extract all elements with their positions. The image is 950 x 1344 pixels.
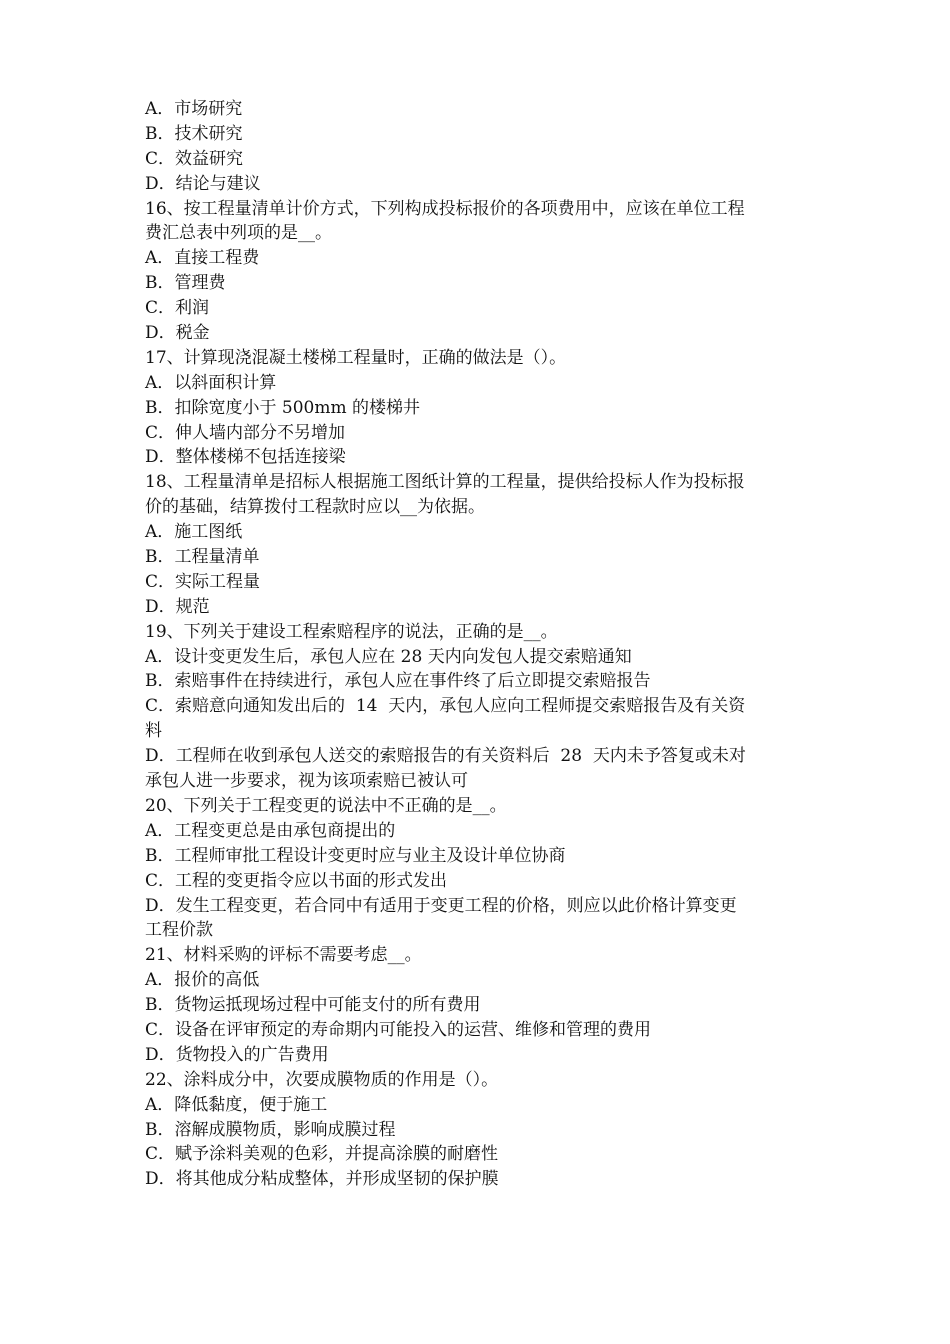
text-line: A．以斜面积计算	[145, 372, 277, 393]
text-line: A．直接工程费	[145, 248, 260, 269]
text-line: D．将其他成分粘成整体，并形成坚韧的保护膜	[145, 1169, 499, 1190]
text-line: 22、涂料成分中，次要成膜物质的作用是（）。	[145, 1069, 499, 1090]
text-line: C．设备在评审预定的寿命期内可能投入的运营、维修和管理的费用	[145, 1019, 652, 1040]
text-line: B．索赔事件在持续进行，承包人应在事件终了后立即提交索赔报告	[145, 671, 651, 692]
text-line: C．效益研究	[145, 148, 244, 169]
text-line: B．管理费	[145, 273, 226, 294]
text-line: 承包人进一步要求，视为该项索赔已被认可	[145, 771, 468, 792]
text-line: 20、下列关于工程变更的说法中不正确的是__。	[145, 795, 507, 816]
text-line: C．伸人墙内部分不另增加	[145, 422, 346, 443]
text-line: 费汇总表中列项的是__。	[145, 223, 332, 244]
text-line: C．实际工程量	[145, 571, 261, 592]
text-line: D．发生工程变更，若合同中有适用于变更工程的价格，则应以此价格计算变更	[145, 895, 737, 916]
text-line: A．降低黏度，便于施工	[145, 1094, 328, 1115]
text-line: 价的基础，结算拨付工程款时应以__为依据。	[145, 497, 485, 518]
text-line: C．赋予涂料美观的色彩，并提高涂膜的耐磨性	[145, 1144, 499, 1165]
text-line: D．税金	[145, 323, 210, 344]
document-body	[145, 97, 810, 1192]
text-line: B．工程量清单	[145, 547, 260, 568]
text-line: 工程价款	[145, 920, 213, 941]
text-line: A．市场研究	[145, 99, 243, 119]
text-line: B．货物运抵现场过程中可能支付的所有费用	[145, 995, 481, 1016]
text-line: B．技术研究	[145, 123, 243, 144]
text-line: D．规范	[145, 596, 210, 617]
text-line: A．设计变更发生后，承包人应在 28 天内向发包人提交索赔通知	[145, 646, 632, 667]
text-line: C．工程的变更指令应以书面的形式发出	[145, 870, 448, 891]
text-line: 17、计算现浇混凝土楼梯工程量时，正确的做法是（）。	[145, 347, 567, 368]
text-line: 16、按工程量清单计价方式，下列构成投标报价的各项费用中，应该在单位工程	[145, 198, 745, 219]
text-line: C．索赔意向通知发出后的 14 天内，承包人应向工程师提交索赔报告及有关资	[145, 696, 746, 717]
text-line: B．工程师审批工程设计变更时应与业主及设计单位协商	[145, 845, 566, 866]
text-line: A．工程变更总是由承包商提出的	[145, 820, 396, 841]
text-line: 21、材料采购的评标不需要考虑__。	[145, 945, 422, 966]
text-line: A．施工图纸	[145, 522, 243, 543]
text-line: A．报价的高低	[145, 970, 260, 991]
text-line: 料	[145, 721, 162, 742]
text-line: 18、工程量清单是招标人根据施工图纸计算的工程量，提供给投标人作为投标报	[145, 472, 745, 493]
text-line: B．扣除宽度小于 500mm 的楼梯井	[145, 397, 420, 418]
text-line: 19、下列关于建设工程索赔程序的说法，正确的是__。	[145, 621, 558, 642]
text-line: C．利润	[145, 298, 210, 319]
text-line: B．溶解成膜物质，影响成膜过程	[145, 1119, 396, 1140]
text-line: D．货物投入的广告费用	[145, 1044, 329, 1065]
text-line: D．整体楼梯不包括连接梁	[145, 447, 346, 468]
text-line: D．结论与建议	[145, 173, 261, 194]
text-line: D．工程师在收到承包人送交的索赔报告的有关资料后 28 天内未予答复或未对	[145, 746, 746, 767]
